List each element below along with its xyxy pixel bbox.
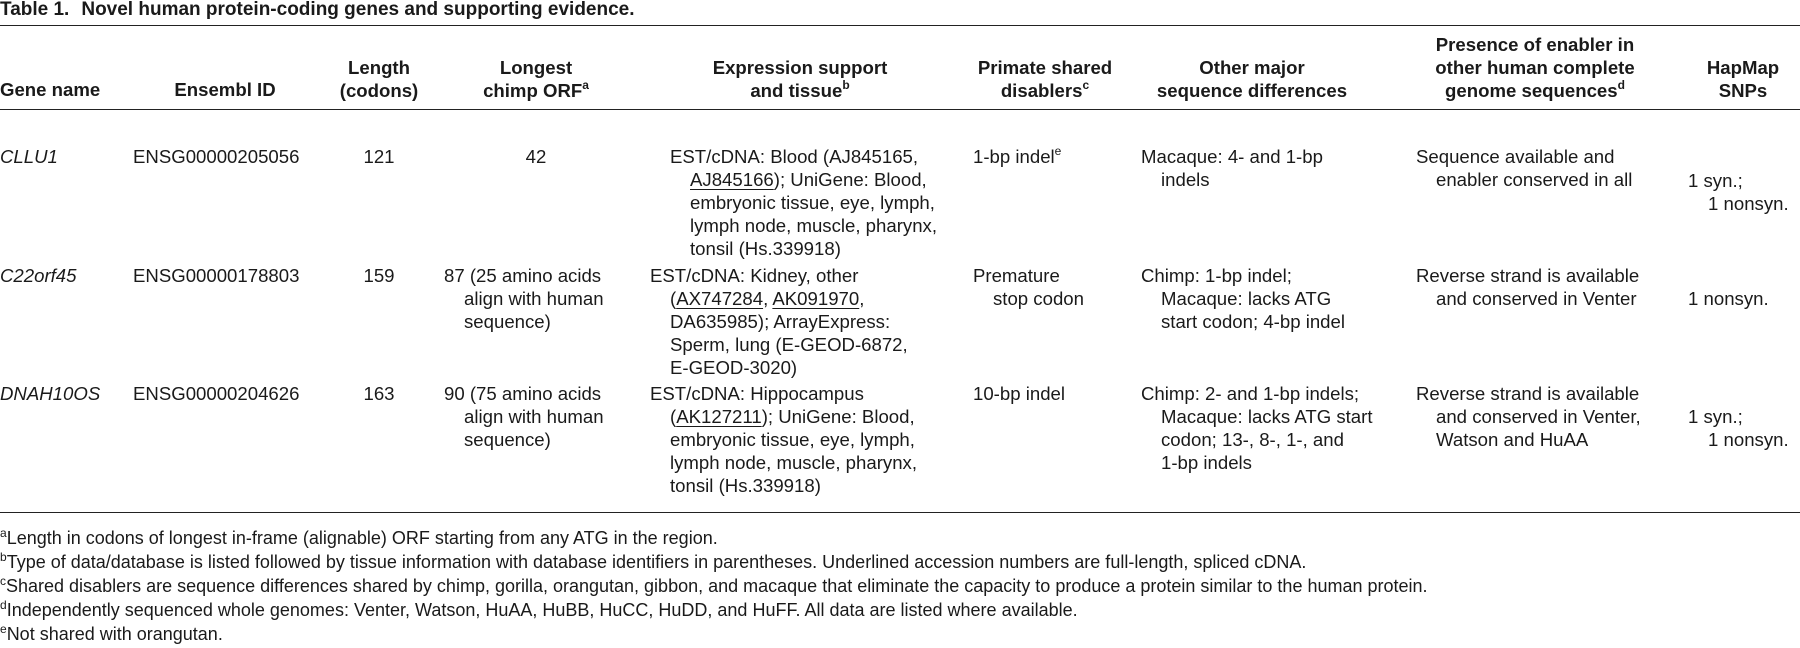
- enabler-cell: Reverse strand is available and conserved in Venter, Watson and HuAA: [1416, 383, 1641, 450]
- table-title: Novel human protein-coding genes and supporting evidence.: [81, 0, 635, 20]
- header-enabler-line1: Presence of enabler in: [1435, 34, 1635, 55]
- orf-cell: 90 (75 amino acids align with human sequence): [444, 383, 604, 450]
- header-disablers-line1: Primate shared: [977, 57, 1113, 78]
- header-orf-line2: chimp ORF$^a$: [483, 78, 589, 101]
- header-enabler-line3: genome sequences$^d$: [1445, 78, 1625, 101]
- hapmap-cell: 1 syn.; 1 nonsyn.: [1688, 170, 1789, 214]
- disablers-cell: 1-bp indel$^e$: [973, 144, 1062, 167]
- header-primate-disablers: [960, 56, 1130, 102]
- accession-link[interactable]: AJ845166: [690, 169, 774, 190]
- other-differences-cell: Chimp: 1-bp indel; Macaque: lacks ATG start codon; 4-bp indel: [1141, 265, 1345, 332]
- footnote-ref-d: d: [1617, 78, 1625, 92]
- header-enabler-presence: [1404, 33, 1666, 102]
- header-other-differences: [1136, 56, 1368, 102]
- header-length-line2: (codons): [339, 80, 419, 101]
- footnote-e: $^e$Not shared with orangutan.: [0, 622, 223, 644]
- accession-link[interactable]: AK091970: [772, 288, 860, 309]
- other-differences-cell: Macaque: 4- and 1-bp indels: [1141, 146, 1323, 190]
- header-other-line2: sequence differences: [1156, 80, 1348, 101]
- header-enabler-line2: other human complete: [1435, 57, 1635, 78]
- accession-link[interactable]: AX747284: [676, 288, 764, 309]
- expression-cell: EST/cDNA: Blood (AJ845165, AJ845166); UniGene: Blood, embryonic tissue, eye, lymph, lymph node, muscle, pharynx, tonsil (Hs.339918): [670, 146, 938, 259]
- gene-name-cell: C22orf45: [0, 265, 77, 286]
- footnote-ref-e: e: [1054, 144, 1062, 158]
- ensembl-id-cell: ENSG00000205056: [133, 146, 300, 167]
- header-expr-line1: Expression support: [712, 57, 888, 78]
- footnote-c: $^c$Shared disablers are sequence differences shared by chimp, gorilla, orangutan, gibbon, and macaque that eliminate the capacity to produce a protein similar to the human protein.: [0, 574, 1428, 596]
- gene-name-cell: CLLU1: [0, 146, 58, 167]
- footnote-ref-a: a: [582, 78, 589, 92]
- accession-link[interactable]: AK127211: [676, 406, 762, 427]
- footnote-ref-b: b: [842, 78, 850, 92]
- header-expr-line2: and tissue$^b$: [750, 78, 850, 101]
- header-hapmap-line1: HapMap: [1706, 57, 1780, 78]
- length-cell: 163: [363, 383, 395, 404]
- header-length-line1: Length: [348, 57, 410, 78]
- header-hapmap-snps: [1690, 56, 1796, 102]
- footnote-b: $^b$Type of data/database is listed followed by tissue information with database identifiers in parentheses. Underlined accession numbers are full-length, spliced cDNA.: [0, 550, 1307, 572]
- bottom-rule: [0, 512, 1800, 513]
- expression-cell: EST/cDNA: Hippocampus (AK127211); UniGene: Blood, embryonic tissue, eye, lymph, lymph node, muscle, pharynx, tonsil (Hs.339918): [650, 383, 918, 496]
- footnote-ref-c: c: [1082, 78, 1090, 92]
- table-label: Table 1.: [0, 0, 70, 20]
- hapmap-cell: 1 nonsyn.: [1688, 288, 1769, 309]
- header-length: [322, 56, 436, 102]
- header-rule: [0, 109, 1800, 110]
- header-orf-line1: Longest: [499, 57, 573, 78]
- disablers-cell: 10-bp indel: [973, 383, 1066, 404]
- header-expression: [650, 56, 950, 102]
- gene-name-cell: DNAH10OS: [0, 383, 101, 404]
- other-differences-cell: Chimp: 2- and 1-bp indels; Macaque: lacks ATG start codon; 13-, 8-, 1-, and 1-bp indels: [1141, 383, 1373, 473]
- top-rule: [0, 25, 1800, 26]
- disablers-cell: Premature stop codon: [973, 265, 1084, 309]
- header-disablers-line2: disablers$^c$: [1000, 78, 1090, 101]
- enabler-cell: Sequence available and enabler conserved in all: [1416, 146, 1633, 190]
- length-cell: 159: [363, 265, 395, 286]
- orf-cell: 42: [525, 146, 547, 167]
- header-longest-orf: [436, 56, 636, 102]
- ensembl-id-cell: ENSG00000204626: [133, 383, 300, 404]
- header-other-line1: Other major: [1199, 57, 1305, 78]
- header-hapmap-line2: SNPs: [1718, 80, 1768, 101]
- hapmap-cell: 1 syn.; 1 nonsyn.: [1688, 406, 1789, 450]
- header-gene-name: Gene name: [0, 79, 101, 100]
- footnote-a: $^a$Length in codons of longest in-frame (alignable) ORF starting from any ATG in the region.: [0, 526, 718, 548]
- expression-cell: EST/cDNA: Kidney, other (AX747284, AK091970, DA635985); ArrayExpress: Sperm, lung (E-GEOD-6872, E-GEOD-3020): [650, 265, 908, 378]
- ensembl-id-cell: ENSG00000178803: [133, 265, 300, 286]
- header-ensembl-id: Ensembl ID: [174, 79, 276, 100]
- orf-cell: 87 (25 amino acids align with human sequence): [444, 265, 604, 332]
- table-caption: [0, 0, 635, 21]
- enabler-cell: Reverse strand is available and conserved in Venter: [1416, 265, 1640, 309]
- length-cell: 121: [363, 146, 395, 167]
- footnote-d: $^d$Independently sequenced whole genomes: Venter, Watson, HuAA, HuBB, HuCC, HuDD, and HuFF. All data are listed where available.: [0, 598, 1078, 620]
